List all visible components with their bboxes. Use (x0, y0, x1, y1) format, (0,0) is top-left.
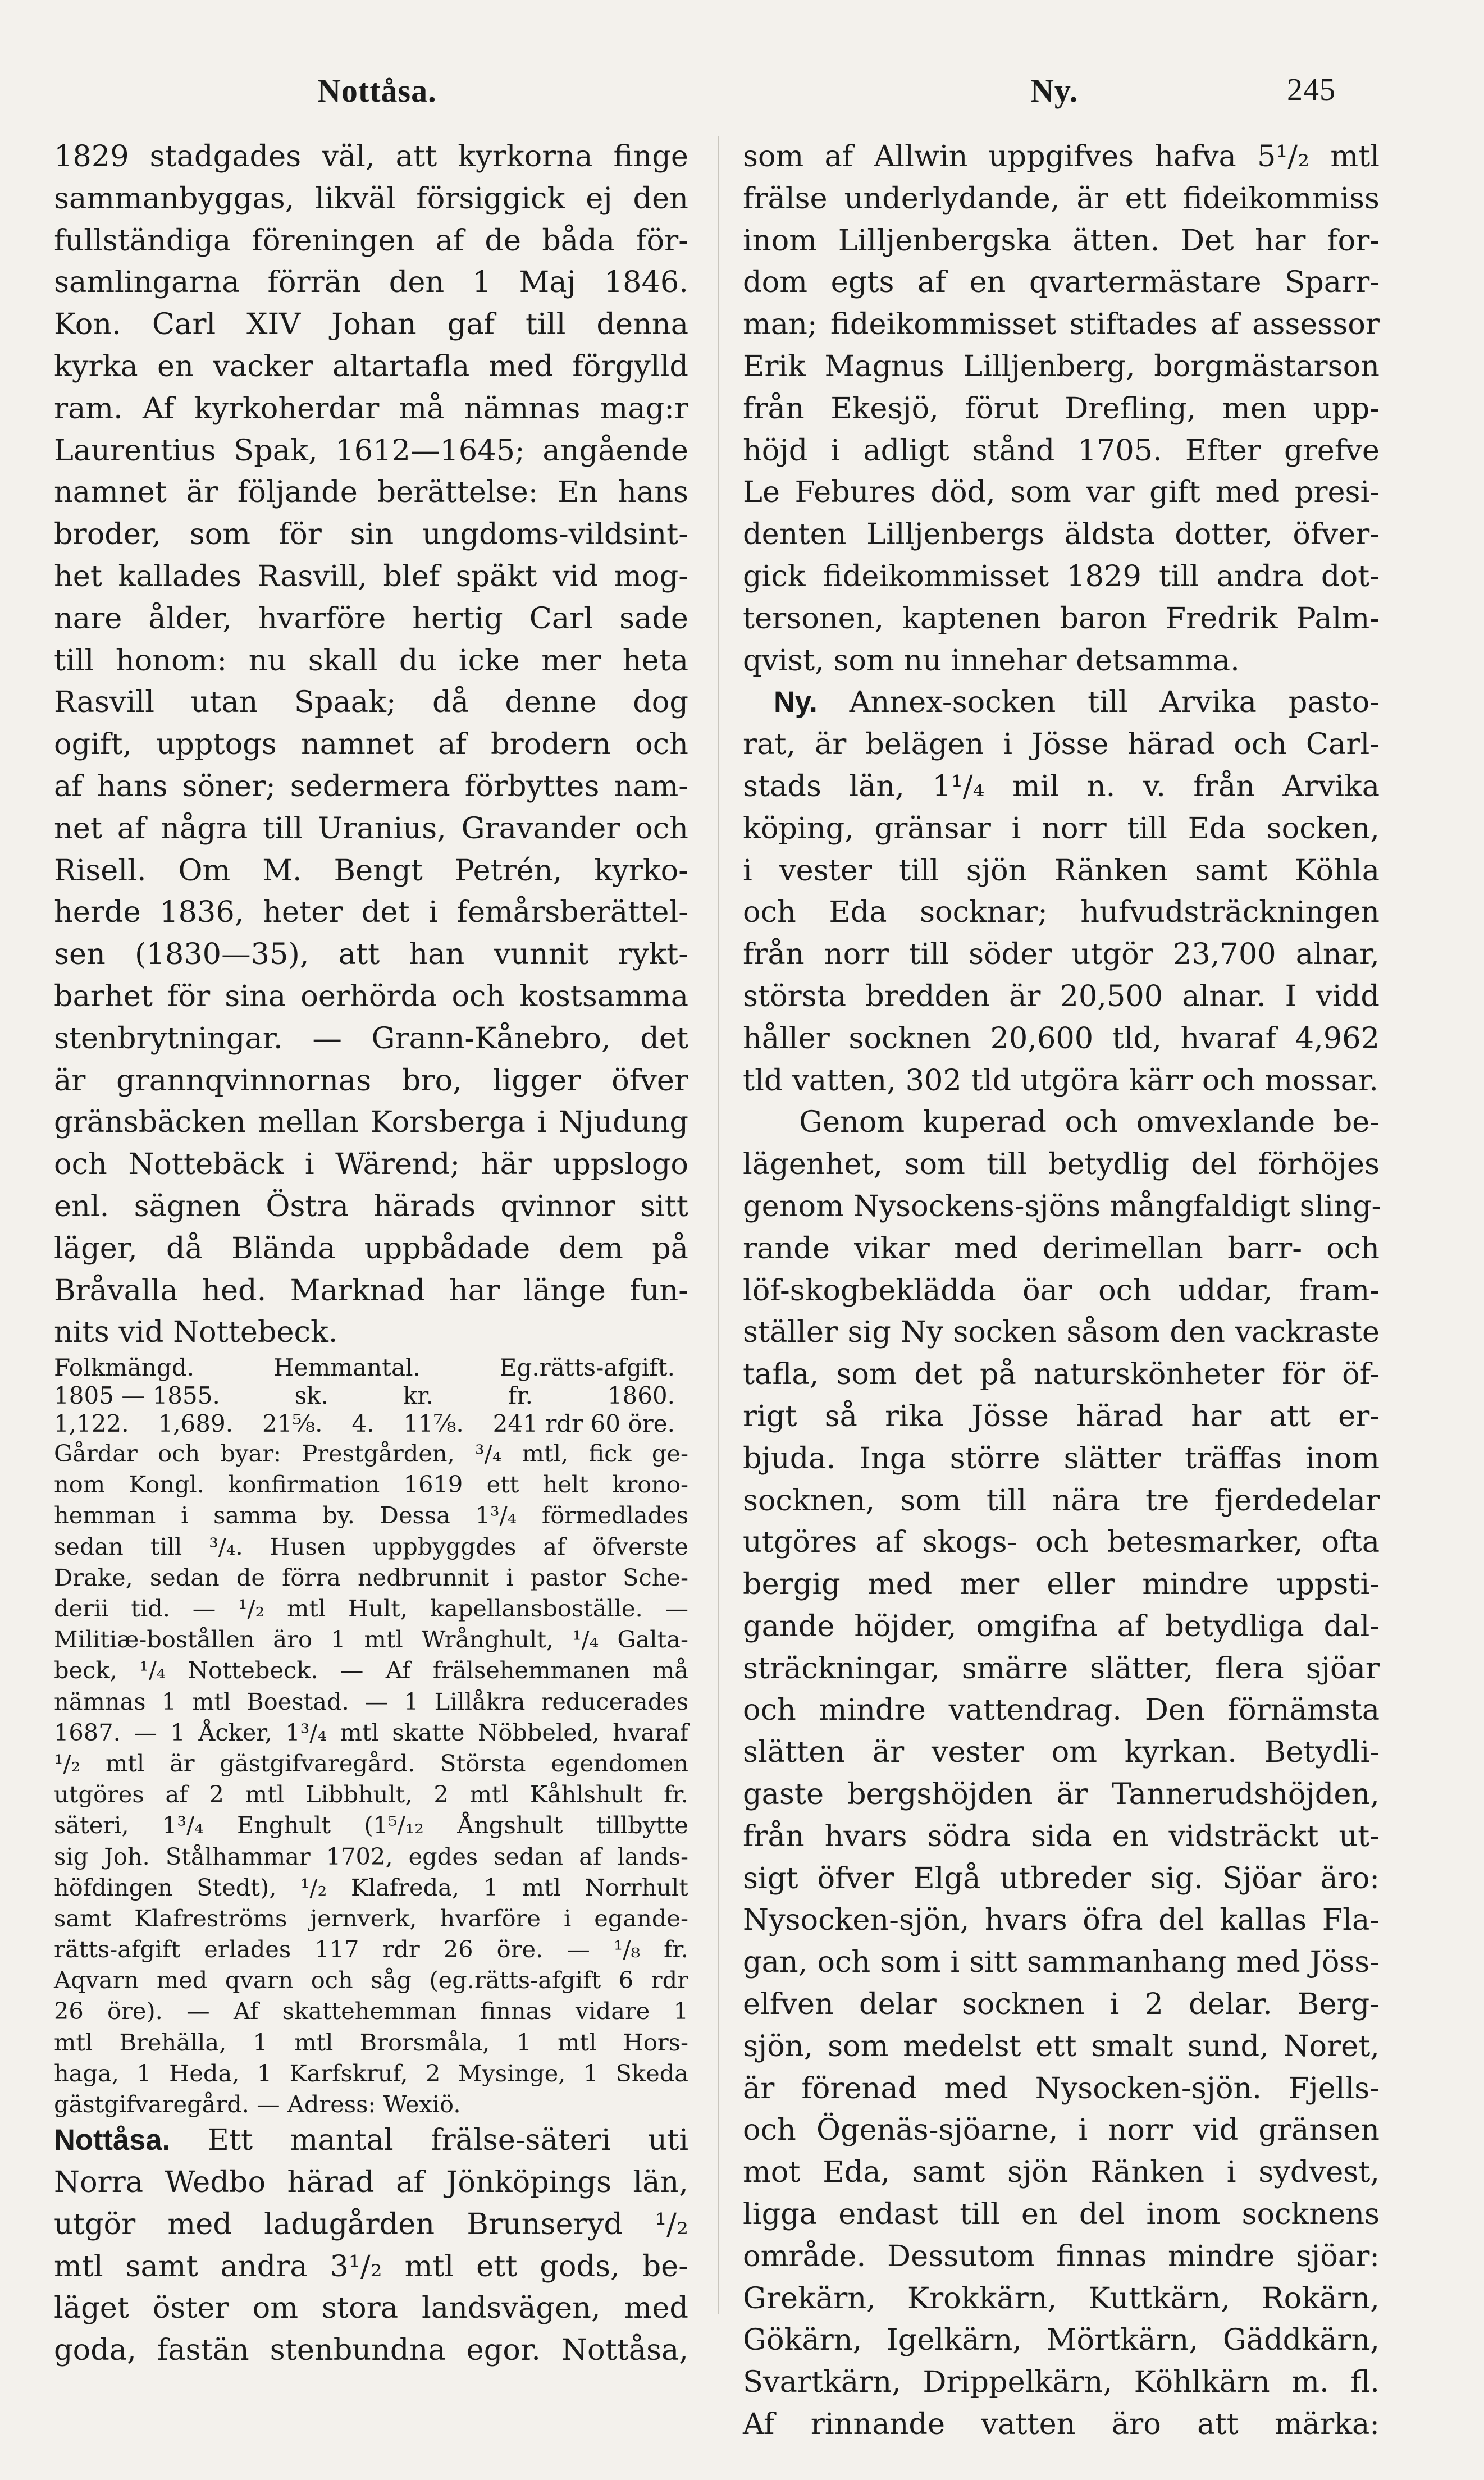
text-line: qvist, som nu innehar detsamma. (743, 643, 1240, 678)
text-line: och Ögenäs-sjöarne, i norr vid gränsen (743, 2113, 1380, 2148)
text-line: största bredden är 20,500 alnar. I vidd (743, 979, 1380, 1013)
table-subheader-cell: sk. (294, 1382, 328, 1410)
text-line: denten Lilljenbergs äldsta dotter, öfver- (743, 517, 1380, 552)
text-line: enl. sägnen Östra härads qvinnor sitt (54, 1189, 688, 1223)
text-line: Nysocken-sjön, hvars öfra del kallas Fla- (743, 1903, 1380, 1938)
ny-description-paragraph (743, 1102, 1380, 2446)
table-cell: 1,689. (158, 1410, 234, 1438)
running-head-left: Nottåsa. (317, 72, 437, 109)
text-line: mtl samt andra 3¹/₂ mtl ett gods, be- (54, 2249, 688, 2283)
entry-ny (743, 682, 1380, 1102)
text-line: inom Lilljenbergska ätten. Det har for- (743, 223, 1380, 258)
text-line: nare ålder, hvarföre hertig Carl sade (54, 601, 688, 636)
left-text-block (54, 136, 688, 1354)
small-text-line: säteri, 1³/₄ Enghult (1⁵/₁₂ Ångshult tillbytte (54, 1811, 688, 1839)
text-line: Rasvill utan Spaak; då denne dog (54, 685, 688, 720)
text-line: genom Nysockens-sjöns mångfaldigt sling- (743, 1189, 1382, 1223)
table-cell: 11⅞. (403, 1410, 464, 1438)
text-line: namnet är följande berättelse: En hans (54, 475, 688, 510)
text-line: mot Eda, samt sjön Ränken i sydvest, (743, 2155, 1380, 2190)
text-line: rande vikar med derimellan barr- och (743, 1231, 1380, 1266)
text-line: samlingarna förrän den 1 Maj 1846. (54, 265, 688, 300)
text-line: sträckningar, smärre slätter, flera sjöar (743, 1651, 1380, 1686)
text-line: Genom kuperad och omvexlande be- (799, 1105, 1380, 1140)
text-line: rat, är belägen i Jösse härad och Carl- (743, 727, 1380, 762)
text-line: af hans söner; sedermera förbyttes nam- (54, 769, 688, 803)
text-line: köping, gränsar i norr till Eda socken, (743, 811, 1380, 846)
text-line: tld vatten, 302 tld utgöra kärr och mossar. (743, 1063, 1378, 1098)
text-line: slätten är vester om kyrkan. Betydli- (743, 1735, 1380, 1770)
text-line: socknen, som till nära tre fjerdedelar (743, 1483, 1380, 1518)
text-line: i vester till sjön Ränken samt Köhla (743, 853, 1380, 888)
text-line: nits vid Nottebeck. (54, 1315, 338, 1350)
text-line: man; fideikommisset stiftades af assessor (743, 307, 1380, 342)
text-line: ogift, upptogs namnet af brodern och (54, 727, 688, 762)
table-cell: 4. (351, 1410, 375, 1438)
nottasa-continuation (743, 136, 1380, 682)
small-text-line: samt Klafreströms jernverk, hvarföre i egande- (54, 1904, 688, 1932)
entry-nottasa (54, 2120, 688, 2372)
text-line: dom egts af en qvartermästare Sparr- (743, 265, 1380, 300)
small-text-line: Aqvarn med qvarn och såg (eg.rätts-afgift 6 rdr (54, 1966, 688, 1994)
table-cell: 21⅝. (262, 1410, 323, 1438)
entry-first-line (743, 682, 1380, 724)
text-line: het kallades Rasvill, blef späkt vid mog- (54, 559, 688, 593)
left-column (54, 136, 688, 2372)
table-subheader-row (54, 1382, 688, 1410)
text-line: tafla, som det på naturskönheter för öf- (743, 1357, 1380, 1392)
small-text-line: Militiæ-bostållen äro 1 mtl Wrånghult, ¹/₄ Galta- (54, 1625, 688, 1654)
text-line: broder, som för sin ungdoms-vildsint- (54, 517, 688, 552)
text-line: läger, då Blända uppbådade dem på (54, 1231, 688, 1266)
small-text-line: sedan till ³/₄. Husen uppbyggdes af öfverste (54, 1532, 688, 1560)
text-line: ligga endast till en del inom socknens (743, 2197, 1380, 2232)
small-text-line: nämnas 1 mtl Boestad. — 1 Lillåkra reducerades (54, 1687, 688, 1715)
small-text-line: utgöres af 2 mtl Libbhult, 2 mtl Kåhlshult fr. (54, 1780, 688, 1808)
text-line: Af rinnande vatten äro att märka: (743, 2407, 1380, 2442)
text-line: Svartkärn, Drippelkärn, Köhlkärn m. fl. (743, 2365, 1380, 2400)
small-text-line: hemman i samma by. Dessa 1³/₄ förmedlades (54, 1501, 688, 1529)
text-line: Kon. Carl XIV Johan gaf till denna (54, 307, 688, 342)
text-line: och Eda socknar; hufvudsträckningen (743, 895, 1380, 930)
small-print-block (54, 1438, 688, 2120)
small-text-line: Gårdar och byar: Prestgården, ³/₄ mtl, fick ge- (54, 1440, 688, 1468)
text-line: Laurentius Spak, 1612—1645; angående (54, 433, 688, 468)
text-line: Gökärn, Igelkärn, Mörtkärn, Gäddkärn, (743, 2323, 1380, 2358)
text-line: Le Febures död, som var gift med presi- (743, 475, 1380, 510)
text-line: höjd i adligt stånd 1705. Efter grefve (743, 433, 1380, 468)
text-line: stads län, 1¹/₄ mil n. v. från Arvika (743, 769, 1380, 803)
text-line: frälse underlydande, är ett fideikommiss (743, 181, 1380, 216)
right-column (743, 136, 1380, 2446)
entry-headword: Nottåsa. (54, 2123, 171, 2157)
text-line: sammanbyggas, likväl försiggick ej den (54, 181, 688, 216)
text-line: net af några till Uranius, Gravander och (54, 811, 688, 846)
table-subheader-cell: 1860. (607, 1382, 675, 1410)
text-line: Risell. Om M. Bengt Petrén, kyrko- (54, 853, 688, 888)
table-subheader-cell: fr. (508, 1382, 533, 1410)
small-text-line: 1687. — 1 Åcker, 1³/₄ mtl skatte Nöbbeled, hvaraf (54, 1718, 688, 1746)
text-line: gaste bergshöjden är Tannerudshöjden, (743, 1777, 1380, 1812)
text-line: bergig med mer eller mindre uppsti- (743, 1567, 1380, 1602)
text-line: utgöres af skogs- och betesmarker, ofta (743, 1525, 1380, 1560)
small-text-line: sig Joh. Stålhammar 1702, egdes sedan af lands- (54, 1842, 688, 1870)
text-line: sen (1830—35), att han vunnit rykt- (54, 937, 688, 972)
table-header-row (54, 1354, 688, 1382)
entry-first-line-text: Ett mantal frälse-säteri uti (170, 2123, 688, 2158)
text-line: Grekärn, Krokkärn, Kuttkärn, Rokärn, (743, 2281, 1380, 2315)
text-line: Norra Wedbo härad af Jönköpings län, (54, 2165, 688, 2200)
text-line: ram. Af kyrkoherdar må nämnas mag:r (54, 391, 688, 426)
text-line: rigt så rika Jösse härad har att er- (743, 1399, 1380, 1433)
table-cell: 1,122. (54, 1410, 129, 1438)
text-line: område. Dessutom finnas mindre sjöar: (743, 2239, 1380, 2273)
text-line: till honom: nu skall du icke mer heta (54, 643, 688, 678)
entry-headword: Ny. (774, 686, 818, 719)
text-line: Bråvalla hed. Marknad har länge fun- (54, 1273, 688, 1308)
text-line: från norr till söder utgör 23,700 alnar, (743, 937, 1380, 972)
table-subheader-cell: 1805 — 1855. (54, 1382, 220, 1410)
small-text-line: derii tid. — ¹/₂ mtl Hult, kapellansboställe. — (54, 1595, 688, 1623)
text-line: är förenad med Nysocken-sjön. Fjells- (743, 2071, 1380, 2106)
page-number: 245 (1287, 72, 1336, 107)
text-line: utgör med ladugården Brunseryd ¹/₂ (54, 2207, 688, 2241)
small-text-line: nom Kongl. konfirmation 1619 ett helt krono- (54, 1470, 688, 1499)
small-text-line: rätts-afgift erlades 117 rdr 26 öre. — ¹/₈ fr. (54, 1935, 688, 1963)
text-line: fullständiga föreningen af de båda för- (54, 223, 688, 258)
text-line: goda, fastän stenbundna egor. Nottåsa, (54, 2333, 688, 2368)
page-header (0, 72, 1484, 117)
text-line: ställer sig Ny socken såsom den vackraste (743, 1315, 1380, 1350)
running-head-right: Ny. (1030, 72, 1079, 109)
text-line: sjön, som medelst ett smalt sund, Noret, (743, 2029, 1380, 2063)
text-line: tersonen, kaptenen baron Fredrik Palm- (743, 601, 1380, 636)
entry-first-line-text: Annex-socken till Arvika pasto- (817, 685, 1380, 720)
text-line: och mindre vattendrag. Den förnämsta (743, 1693, 1380, 1728)
text-line: läget öster om stora landsvägen, med (54, 2291, 688, 2326)
text-line: elfven delar socknen i 2 delar. Berg- (743, 1987, 1380, 2022)
small-text-line: gästgifvaregård. — Adress: Wexiö. (54, 2090, 461, 2118)
text-line: kyrka en vacker altartafla med förgylld (54, 349, 688, 383)
text-line: från hvars södra sida en vidsträckt ut- (743, 1819, 1380, 1853)
text-line: gränsbäcken mellan Korsberga i Njudung (54, 1105, 688, 1140)
small-text-line: 26 öre). — Af skattehemman finnas vidare 1 (54, 1997, 688, 2025)
small-text-line: mtl Brehälla, 1 mtl Brorsmåla, 1 mtl Hors- (54, 2028, 688, 2056)
text-line: 1829 stadgades väl, att kyrkorna finge (54, 139, 688, 173)
text-line: och Nottebäck i Wärend; här uppslogo (54, 1147, 688, 1182)
text-line: Erik Magnus Lilljenberg, borgmästarson (743, 349, 1380, 383)
statistics-table (54, 1354, 688, 1438)
text-line: gande höjder, omgifna af betydliga dal- (743, 1609, 1380, 1643)
text-line: herde 1836, heter det i femårsberättel- (54, 895, 688, 930)
table-header-cell: Hemmantal. (273, 1354, 421, 1382)
small-text-line: ¹/₂ mtl är gästgifvaregård. Största egendomen (54, 1749, 688, 1777)
text-line: sigt öfver Elgå utbreder sig. Sjöar äro: (743, 1861, 1380, 1896)
text-line: lägenhet, som till betydlig del förhöjes (743, 1147, 1380, 1182)
table-header-cell: Eg.rätts-afgift. (499, 1354, 675, 1382)
text-line: är grannqvinnornas bro, ligger öfver (54, 1063, 688, 1098)
small-text-line: Drake, sedan de förra nedbrunnit i pastor Sche- (54, 1563, 688, 1591)
small-text-line: haga, 1 Heda, 1 Karfskruf, 2 Mysinge, 1 Skeda (54, 2059, 688, 2087)
text-line: barhet för sina oerhörda och kostsamma (54, 979, 688, 1013)
text-line: från Ekesjö, förut Drefling, men upp- (743, 391, 1380, 426)
text-line: löf-skogbeklädda öar och uddar, fram- (743, 1273, 1380, 1308)
text-line: gan, och som i sitt sammanhang med Jöss- (743, 1945, 1380, 1980)
table-cell: 241 rdr 60 öre. (492, 1410, 675, 1438)
text-line: som af Allwin uppgifves hafva 5¹/₂ mtl (743, 139, 1380, 173)
small-text-line: höfdingen Stedt), ¹/₂ Klafreda, 1 mtl Norrhult (54, 1873, 688, 1901)
table-header-cell: Folkmängd. (54, 1354, 195, 1382)
column-divider (718, 136, 719, 2314)
text-line: håller socknen 20,600 tld, hvaraf 4,962 (743, 1021, 1380, 1056)
small-text-line: beck, ¹/₄ Nottebeck. — Af frälsehemmanen må (54, 1656, 688, 1684)
text-line: stenbrytningar. — Grann-Kånebro, det (54, 1021, 688, 1056)
table-row (54, 1410, 688, 1438)
table-subheader-cell: kr. (403, 1382, 433, 1410)
entry-first-line (54, 2120, 688, 2162)
text-line: bjuda. Inga större slätter träffas inom (743, 1441, 1380, 1476)
text-line: gick fideikommisset 1829 till andra dot- (743, 559, 1380, 593)
